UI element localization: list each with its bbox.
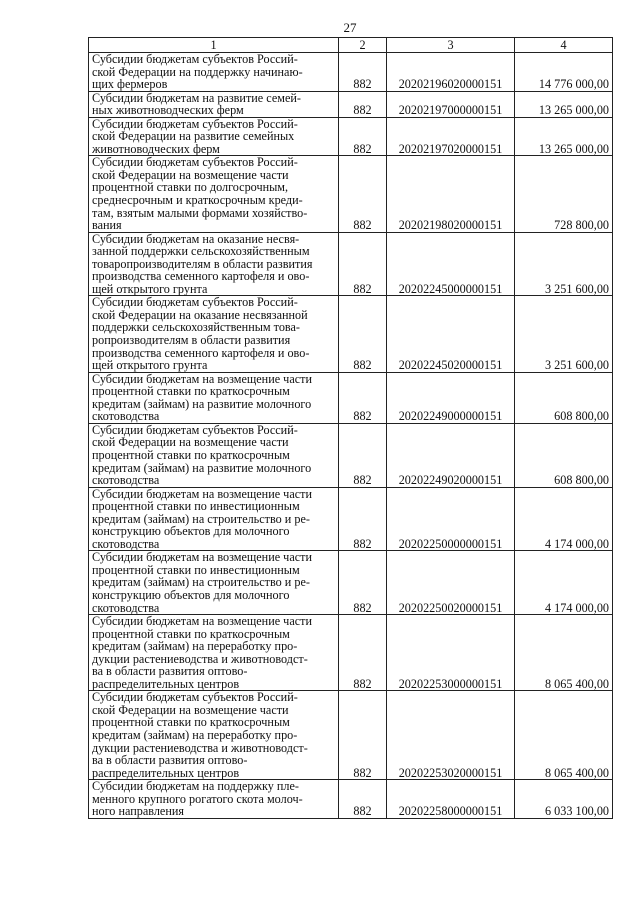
subsidy-name-line: Субсидии бюджетам субъектов Россий-: [92, 690, 298, 705]
table-header-row: [89, 38, 613, 53]
subsidy-name-cell: [89, 372, 339, 423]
table-body: [89, 53, 613, 819]
subsidy-name-line: ской Федерации на поддержку начинаю-: [92, 64, 303, 79]
table-row: [89, 423, 613, 487]
amount-cell: 4 174 000,00: [515, 487, 613, 551]
subsidy-name-line: Субсидии бюджетам субъектов Россий-: [92, 52, 298, 66]
subsidy-name-line: скотоводства: [92, 600, 160, 615]
subsidy-name-line: конструкцию объектов для молочного: [92, 524, 290, 539]
subsidy-name-line: кредитам (займам) на строительство и ре-: [92, 575, 310, 590]
subsidy-name-line: дукции растениеводства и животноводст-: [92, 651, 308, 666]
budget-code-cell: 20202198020000151: [387, 156, 515, 232]
table-row: [89, 156, 613, 232]
column-header: 1: [89, 38, 339, 53]
subsidy-name-line: менного крупного рогатого скота молоч-: [92, 791, 303, 806]
subsidy-name-line: вания: [92, 218, 122, 233]
table-row: [89, 615, 613, 691]
table-row: [89, 232, 613, 296]
amount-cell: 13 265 000,00: [515, 91, 613, 117]
admin-code-cell: 882: [339, 372, 387, 423]
admin-code-cell: 882: [339, 691, 387, 780]
subsidy-name-line: кредитам (займам) на развитие молочного: [92, 396, 312, 411]
budget-code-cell: 20202249020000151: [387, 423, 515, 487]
subsidy-name-cell: [89, 53, 339, 92]
subsidy-name-line: конструкцию объектов для молочного: [92, 587, 290, 602]
subsidy-name-cell: [89, 117, 339, 156]
subsidy-name-line: щей открытого грунта: [92, 281, 208, 296]
subsidy-name-line: процентной ставки по инвестиционным: [92, 562, 300, 577]
table-row: [89, 296, 613, 372]
subsidy-name-line: кредитам (займам) на строительство и ре-: [92, 511, 310, 526]
subsidy-name-line: Субсидии бюджетам на возмещение части: [92, 614, 312, 629]
table-row: [89, 117, 613, 156]
subsidy-name-line: среднесрочным и краткосрочным креди-: [92, 193, 303, 208]
table-row: [89, 91, 613, 117]
subsidy-name-line: распределительных центров: [92, 676, 240, 691]
amount-cell: 13 265 000,00: [515, 117, 613, 156]
subsidy-name-line: скотоводства: [92, 536, 160, 551]
budget-code-cell: 20202197000000151: [387, 91, 515, 117]
subsidy-name-line: Субсидии бюджетам на возмещение части: [92, 371, 312, 386]
admin-code-cell: 882: [339, 91, 387, 117]
admin-code-cell: 882: [339, 156, 387, 232]
subsidy-name-line: ской Федерации на возмещение части: [92, 167, 289, 182]
subsidy-name-line: Субсидии бюджетам на поддержку пле-: [92, 779, 299, 794]
table-row: [89, 372, 613, 423]
amount-cell: 6 033 100,00: [515, 780, 613, 819]
subsidy-name-line: кредитам (займам) на переработку про-: [92, 639, 298, 654]
subsidy-name-line: кредитам (займам) на развитие молочного: [92, 460, 312, 475]
subsidy-name-cell: [89, 91, 339, 117]
column-header: 2: [339, 38, 387, 53]
table-row: [89, 53, 613, 92]
page-number: 27: [343, 20, 357, 35]
subsidy-name-cell: [89, 156, 339, 232]
subsidy-name-line: процентной ставки по краткосрочным: [92, 626, 290, 641]
subsidy-name-line: щей открытого грунта: [92, 358, 208, 373]
column-header: 4: [515, 38, 613, 53]
budget-code-cell: 20202245020000151: [387, 296, 515, 372]
subsidy-name-line: товаропроизводителям в области развития: [92, 256, 313, 271]
admin-code-cell: 882: [339, 117, 387, 156]
subsidy-name-line: дукции растениеводства и животноводст-: [92, 740, 308, 755]
subsidy-name-line: процентной ставки по краткосрочным: [92, 447, 290, 462]
subsidy-name-line: процентной ставки по инвестиционным: [92, 499, 300, 514]
budget-code-cell: 20202196020000151: [387, 53, 515, 92]
budget-code-cell: 20202253020000151: [387, 691, 515, 780]
admin-code-cell: 882: [339, 423, 387, 487]
amount-cell: 8 065 400,00: [515, 691, 613, 780]
admin-code-cell: 882: [339, 53, 387, 92]
subsidy-name-line: распределительных центров: [92, 765, 240, 780]
subsidy-name-line: Субсидии бюджетам субъектов Россий-: [92, 295, 298, 310]
budget-code-cell: 20202197020000151: [387, 117, 515, 156]
subsidy-name-line: ных животноводческих ферм: [92, 103, 244, 118]
subsidy-name-line: процентной ставки по краткосрочным: [92, 384, 290, 399]
subsidy-name-cell: [89, 691, 339, 780]
amount-cell: 8 065 400,00: [515, 615, 613, 691]
column-header: 3: [387, 38, 515, 53]
subsidy-name-line: процентной ставки по долгосрочным,: [92, 180, 289, 195]
subsidy-name-cell: [89, 423, 339, 487]
subsidies-table: [88, 37, 613, 819]
admin-code-cell: 882: [339, 487, 387, 551]
amount-cell: 4 174 000,00: [515, 551, 613, 615]
amount-cell: 14 776 000,00: [515, 53, 613, 92]
subsidy-name-line: Субсидии бюджетам на развитие семей-: [92, 90, 301, 105]
subsidy-name-line: ва в области развития оптово-: [92, 753, 248, 768]
amount-cell: 3 251 600,00: [515, 296, 613, 372]
budget-code-cell: 20202258000000151: [387, 780, 515, 819]
subsidy-name-line: ской Федерации на возмещение части: [92, 435, 289, 450]
budget-code-cell: 20202250020000151: [387, 551, 515, 615]
amount-cell: 3 251 600,00: [515, 232, 613, 296]
amount-cell: 608 800,00: [515, 372, 613, 423]
subsidy-name-line: ного направления: [92, 804, 184, 819]
budget-code-cell: 20202245000000151: [387, 232, 515, 296]
subsidy-name-line: щих фермеров: [92, 77, 168, 92]
admin-code-cell: 882: [339, 232, 387, 296]
amount-cell: 608 800,00: [515, 423, 613, 487]
admin-code-cell: 882: [339, 551, 387, 615]
subsidy-name-line: поддержки сельскохозяйственным това-: [92, 320, 300, 335]
budget-code-cell: 20202253000000151: [387, 615, 515, 691]
subsidy-name-line: кредитам (займам) на переработку про-: [92, 727, 298, 742]
subsidy-name-line: Субсидии бюджетам на возмещение части: [92, 550, 312, 565]
subsidy-name-line: занной поддержки сельскохозяйственным: [92, 244, 310, 259]
subsidy-name-line: Субсидии бюджетам субъектов Россий-: [92, 422, 298, 437]
subsidy-name-line: там, взятым малыми формами хозяйство-: [92, 205, 308, 220]
table-row: [89, 691, 613, 780]
admin-code-cell: 882: [339, 615, 387, 691]
budget-code-cell: 20202249000000151: [387, 372, 515, 423]
subsidy-name-line: скотоводства: [92, 473, 160, 488]
table-row: [89, 551, 613, 615]
subsidy-name-cell: [89, 487, 339, 551]
subsidy-name-line: ропроизводителям в области развития: [92, 333, 291, 348]
subsidy-name-line: ской Федерации на развитие семейных: [92, 129, 295, 144]
subsidy-name-cell: [89, 780, 339, 819]
subsidy-name-cell: [89, 232, 339, 296]
admin-code-cell: 882: [339, 780, 387, 819]
subsidy-name-line: ской Федерации на возмещение части: [92, 702, 289, 717]
budget-code-cell: 20202250000000151: [387, 487, 515, 551]
subsidy-name-line: скотоводства: [92, 409, 160, 424]
subsidy-name-cell: [89, 296, 339, 372]
subsidy-name-cell: [89, 615, 339, 691]
subsidy-name-line: Субсидии бюджетам субъектов Россий-: [92, 155, 298, 170]
subsidy-name-line: Субсидии бюджетам на оказание несвя-: [92, 231, 300, 246]
subsidy-name-line: ской Федерации на оказание несвязанной: [92, 307, 308, 322]
table-row: [89, 780, 613, 819]
table-row: [89, 487, 613, 551]
subsidy-name-line: Субсидии бюджетам на возмещение части: [92, 486, 312, 501]
subsidy-name-line: производства семенного картофеля и ово-: [92, 269, 310, 284]
subsidy-name-line: Субсидии бюджетам субъектов Россий-: [92, 116, 298, 131]
subsidy-name-line: процентной ставки по краткосрочным: [92, 715, 290, 730]
subsidy-name-line: производства семенного картофеля и ово-: [92, 345, 310, 360]
amount-cell: 728 800,00: [515, 156, 613, 232]
subsidy-name-line: ва в области развития оптово-: [92, 664, 248, 679]
admin-code-cell: 882: [339, 296, 387, 372]
subsidy-name-line: животноводческих ферм: [92, 141, 220, 156]
subsidy-name-cell: [89, 551, 339, 615]
